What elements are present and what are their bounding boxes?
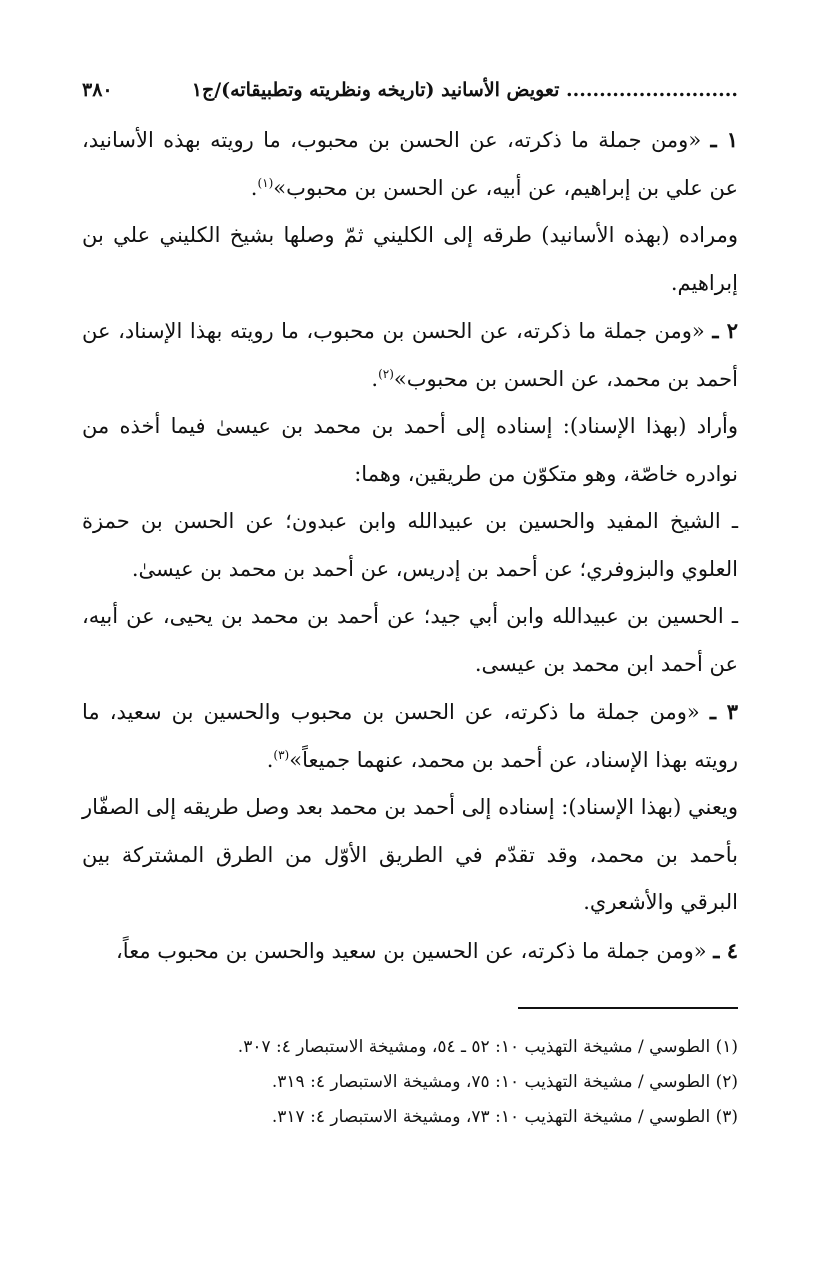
footnote-divider: [518, 1007, 738, 1009]
paragraph-2: [82, 212, 738, 307]
paragraph-6: [82, 593, 738, 688]
paragraph-text: «ومن جملة ما ذكرته، عن الحسين بن سعيد والحسن بن محبوب معاً،: [116, 938, 707, 963]
footnote-1: (١) الطوسي / مشيخة التهذيب ١٠: ٥٢ ـ ٥٤، ومشيخة الاستبصار ٤: ٣٠٧.: [237, 1037, 738, 1057]
paragraph-end: .: [371, 366, 379, 391]
footnote-ref: (٣): [273, 747, 290, 762]
footnote-ref: (٢): [378, 366, 394, 381]
footnotes: [82, 1030, 738, 1135]
footnote-ref: (١): [257, 175, 274, 190]
paragraph-text: ومراده (بهذه الأسانيد) طرقه إلى الكليني ثمّ وصلها بشيخ الكليني علي بن إبراهيم.: [82, 223, 738, 295]
paragraph-end: .: [250, 175, 258, 200]
paragraph-end: .: [266, 747, 274, 772]
paragraph-1: [82, 116, 738, 212]
item-number: ١ ـ: [710, 127, 738, 152]
footnote-3: (٣) الطوسي / مشيخة التهذيب ١٠: ٧٣، ومشيخة الاستبصار ٤: ٣١٧.: [271, 1107, 738, 1127]
item-number: ٣ ـ: [709, 699, 738, 724]
paragraph-9: [82, 927, 738, 976]
paragraph-5: [82, 498, 738, 593]
paragraph-text: ـ الشيخ المفيد والحسين بن عبيدالله وابن عبدون؛ عن الحسن بن حمزة العلوي والبزوفري؛ عن أحمد بن إدريس، عن أحمد بن محمد بن عيسىٰ.: [82, 509, 738, 581]
paragraph-7: [82, 688, 738, 784]
running-header: [82, 70, 738, 110]
paragraph-text: وأراد (بهذا الإسناد): إسناده إلى أحمد بن محمد بن عيسىٰ فيما أخذه من نوادره خاصّة، وهو متكوّن من طريقين، وهما:: [82, 414, 738, 486]
body-text: [82, 116, 738, 975]
item-number: ٤ ـ: [713, 937, 738, 963]
paragraph-4: [82, 403, 738, 498]
paragraph-text: ـ الحسين بن عبيدالله وابن أبي جيد؛ عن أحمد بن محمد بن يحيى، عن أبيه، عن أحمد ابن محمد بن عيسى.: [82, 604, 738, 676]
paragraph-text: ويعني (بهذا الإسناد): إسناده إلى أحمد بن محمد بعد وصل طريقه إلى الصفّار بأحمد بن محمد، وقد تقدّم في الطريق الأوّل من الطرق المشتركة بين البرقي والأشعري.: [82, 795, 738, 914]
paragraph-text: «ومن جملة ما ذكرته، عن الحسن بن محبوب، ما رويته بهذه الأسانيد، عن علي بن إبراهيم، عن أبيه، عن الحسن بن محبوب»: [82, 128, 738, 200]
page-number: ٣٨٠: [82, 79, 113, 101]
paragraph-8: [82, 784, 738, 927]
paragraph-3: [82, 307, 738, 403]
item-number: ٢ ـ: [712, 318, 738, 343]
book-page: [82, 70, 738, 1127]
running-title: .......................... تعويض الأسانيد (تاريخه ونظريته وتطبيقاته)/ج١: [191, 79, 738, 101]
paragraph-text: «ومن جملة ما ذكرته، عن الحسن بن محبوب والحسين بن سعيد، ما رويته بهذا الإسناد، عن أحمد بن محمد، عنهما جميعاً»: [82, 700, 738, 772]
footnote-2: (٢) الطوسي / مشيخة التهذيب ١٠: ٧٥، ومشيخة الاستبصار ٤: ٣١٩.: [271, 1072, 738, 1092]
paragraph-text: «ومن جملة ما ذكرته، عن الحسن بن محبوب، ما رويته بهذا الإسناد، عن أحمد بن محمد، عن الحسن بن محبوب»: [82, 319, 738, 391]
